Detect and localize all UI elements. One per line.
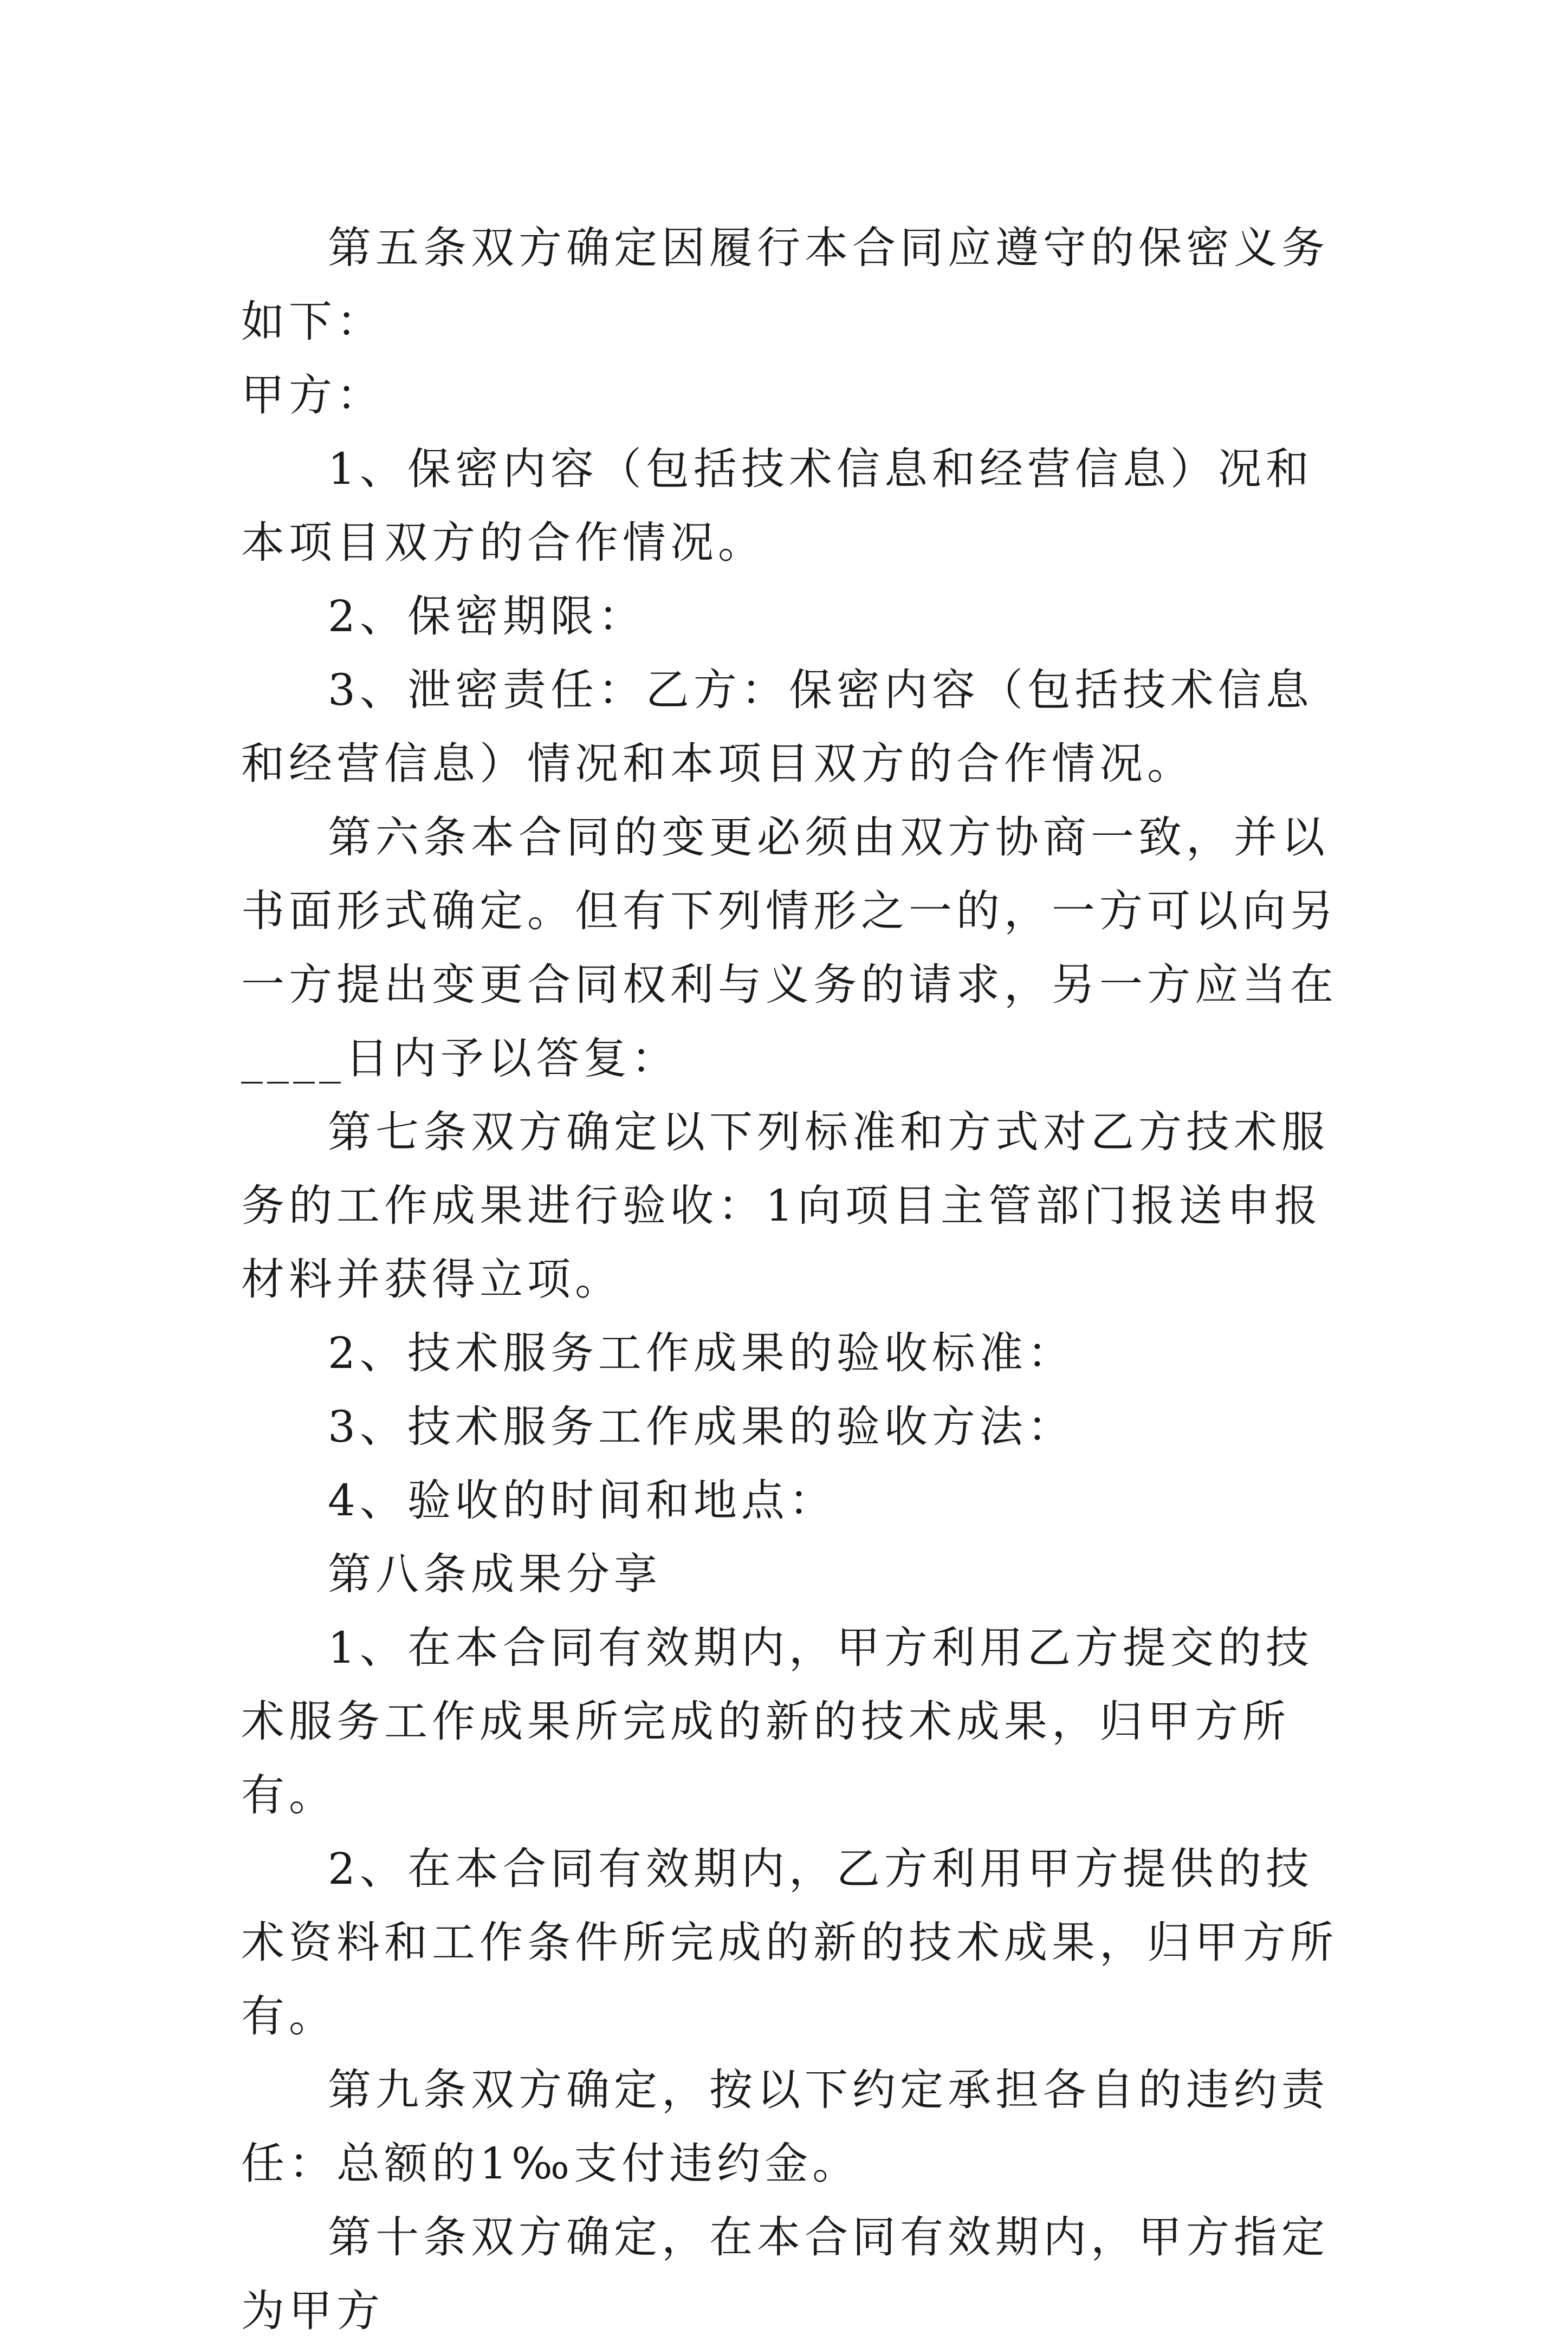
paragraph-article-7: 第七条双方确定以下列标准和方式对乙方技术服务的工作成果进行验收：1向项目主管部门报送申报材料并获得立项。 — [241, 1107, 1329, 1305]
paragraph-article-9: 第九条双方确定，按以下约定承担各自的违约责任：总额的1‰支付违约金。 — [241, 2065, 1329, 2189]
paragraph-article-8: 第八条成果分享 — [328, 1549, 662, 1599]
paragraph-item-1-confidential-content: 1、保密内容（包括技术信息和经营信息）况和本项目双方的合作情况。 — [241, 444, 1313, 568]
paragraph-article-5: 第五条双方确定因履行本合同应遵守的保密义务如下： — [241, 223, 1329, 347]
paragraph-acceptance-standard: 2、技术服务工作成果的验收标准： — [328, 1328, 1075, 1378]
paragraph-result-share-1: 1、在本合同有效期内，甲方利用乙方提交的技术服务工作成果所完成的新的技术成果，归甲方所有。 — [241, 1623, 1313, 1820]
paragraph-acceptance-time-place: 4、验收的时间和地点： — [328, 1475, 837, 1526]
document-body — [241, 211, 1346, 2348]
paragraph-article-6: 第六条本合同的变更必须由双方协商一致，并以书面形式确定。但有下列情形之一的，一方可以向另一方提出变更合同权利与义务的请求，另一方应当在____日内予以答复： — [241, 812, 1338, 1084]
paragraph-result-share-2: 2、在本合同有效期内，乙方利用甲方提供的技术资料和工作条件所完成的新的技术成果，归甲方所有。 — [241, 1844, 1338, 2041]
paragraph-party-a: 甲方： — [241, 370, 384, 420]
paragraph-article-10: 第十条双方确定，在本合同有效期内，甲方指定为甲方 — [241, 2212, 1329, 2336]
paragraph-acceptance-method: 3、技术服务工作成果的验收方法： — [328, 1402, 1075, 1452]
paragraph-item-3-leak-liability: 3、泄密责任：乙方：保密内容（包括技术信息和经营信息）情况和本项目双方的合作情况。 — [241, 665, 1313, 789]
paragraph-item-2-confidential-period: 2、保密期限： — [328, 591, 646, 641]
